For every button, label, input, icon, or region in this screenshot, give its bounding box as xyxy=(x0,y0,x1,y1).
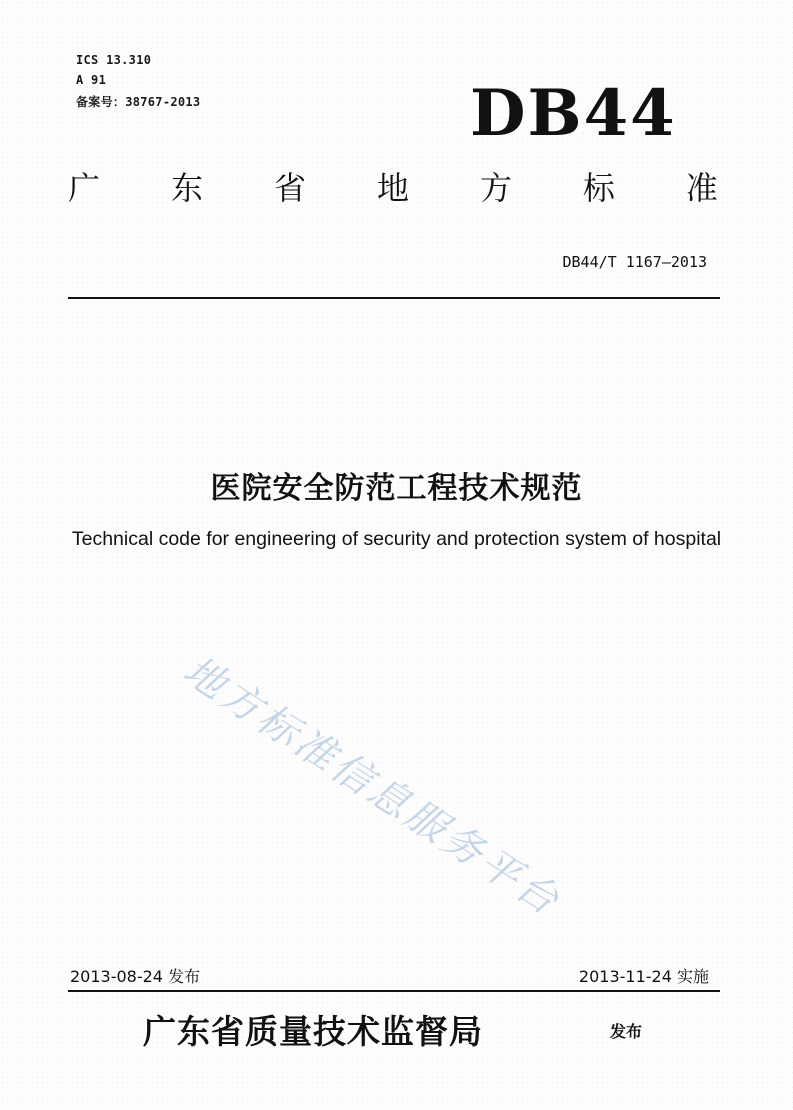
standard-type-char: 地 xyxy=(376,169,409,207)
issuing-authority: 广东省质量技术监督局 xyxy=(143,1012,483,1051)
standard-number: DB44/T 1167—2013 xyxy=(562,253,707,271)
title-chinese: 医院安全防范工程技术规范 xyxy=(210,471,583,506)
title-english: Technical code for engineering of security and protection system of hospital xyxy=(71,528,722,550)
issuer-suffix: 发布 xyxy=(610,1022,643,1041)
bottom-divider xyxy=(68,990,720,992)
standard-type-heading xyxy=(68,169,718,207)
standard-type-char: 东 xyxy=(170,169,203,207)
watermark: 地方标准信息服务平台 xyxy=(175,647,570,926)
standard-type-char: 广 xyxy=(68,169,101,207)
standard-type-char: 方 xyxy=(479,169,512,207)
ics-code: ICS 13.310 xyxy=(76,53,152,67)
ccs-code: A 91 xyxy=(76,73,107,87)
implementation-date: 2013-11-24 实施 xyxy=(578,967,709,986)
filing-number: 备案号：38767-2013 xyxy=(76,95,201,109)
issue-date: 2013-08-24 发布 xyxy=(70,967,201,986)
top-divider xyxy=(68,297,720,299)
standard-type-char: 省 xyxy=(273,169,306,207)
standard-type-char: 标 xyxy=(582,169,615,207)
standard-type-char: 准 xyxy=(685,169,718,207)
standard-code-logo: DB44 xyxy=(470,76,677,151)
